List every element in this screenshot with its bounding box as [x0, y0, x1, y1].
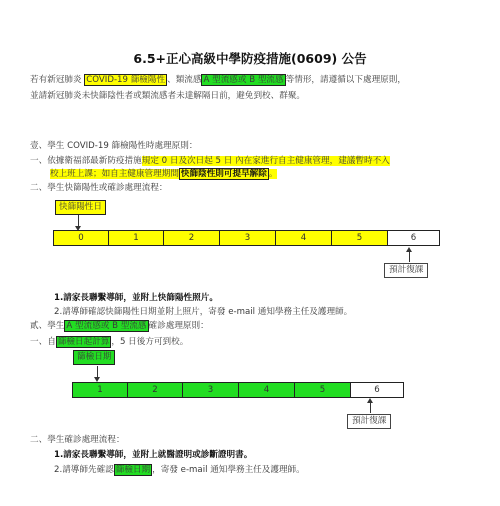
rapid-test-positive-day-tag: 快篩陽性日 — [55, 200, 106, 215]
test-day-highlight: 篩檢日起計算 — [57, 337, 110, 347]
return-to-class-note: 預計復課 — [347, 414, 391, 429]
timeline-day: 5 — [295, 383, 351, 397]
timeline-day: 2 — [164, 231, 220, 245]
intro-text: 、類流感 — [167, 75, 202, 85]
section1-item1-line2 — [50, 168, 277, 180]
section2-item1 — [30, 336, 188, 348]
intro-line-2: 並請新冠肺炎未快篩陰性者或類流感者未達解隔日前，避免到校、群聚。 — [30, 91, 306, 101]
page-title: 6.5+正心高級中學防疫措施(0609) 公告 — [133, 51, 367, 66]
timeline-day: 6 — [374, 385, 380, 395]
section1-item2: 二、學生快篩陽性或確診處理流程： — [30, 183, 168, 193]
item-text: ，5 日後方可到校。 — [111, 337, 189, 347]
heading-text: 貳、學生 — [30, 321, 65, 331]
covid-highlight: COVID-19 篩檢陽性 — [86, 75, 166, 85]
section1-step1: 1.請家長聯繫導師，並附上快篩陽性照片。 — [54, 293, 218, 303]
timeline-day: 3 — [183, 383, 239, 397]
arrow-down-icon — [78, 215, 79, 227]
test-date-highlight: 篩檢日期 — [115, 465, 151, 475]
section2-step1: 1.請家長聯繫導師，並附上就醫證明或診斷證明書。 — [54, 450, 253, 460]
test-date-tag: 篩檢日期 — [73, 350, 115, 365]
early-release-highlight: 快篩陰性則可提早解除 — [180, 169, 267, 179]
arrow-down-icon — [97, 366, 98, 378]
section2-heading — [30, 320, 209, 332]
arrow-up-icon — [370, 402, 371, 413]
intro-text: 若有新冠肺炎 — [30, 75, 85, 85]
arrow-up-icon — [409, 251, 410, 262]
section2-item2: 二、學生確診處理流程： — [30, 435, 125, 445]
timeline-day: 5 — [332, 231, 388, 245]
section1-heading: 壹、學生 COVID-19 篩檢陽性時處理原則： — [30, 141, 198, 151]
timeline-day: 1 — [73, 383, 128, 397]
timeline-day: 6 — [410, 233, 417, 243]
intro-line-1 — [30, 74, 406, 86]
timeline-day: 4 — [239, 383, 295, 397]
item-text: 一、自 — [30, 337, 56, 347]
rule-highlight: 。 — [268, 169, 278, 179]
rule-highlight: 校上班上課；如自主健康管理期間 — [50, 169, 179, 179]
section2-timeline — [72, 382, 404, 398]
section1-item1-line1 — [30, 155, 390, 167]
flu-highlight: A 型流感或 B 型流感 — [66, 321, 147, 331]
step-text: ，寄發 e-mail 通知學務主任及護理師。 — [152, 465, 305, 475]
step-text: 2.請導師先確認 — [54, 465, 114, 475]
timeline-day: 3 — [220, 231, 276, 245]
return-to-class-note: 預計復課 — [384, 263, 428, 278]
intro-text: 等情形，請遵循以下處理原則， — [285, 75, 406, 85]
timeline-day: 2 — [128, 383, 183, 397]
section1-timeline — [53, 230, 440, 246]
section1-step2: 2.請導師確認快篩陽性日期並附上照片，寄發 e-mail 通知學務主任及護理師。 — [54, 307, 353, 317]
timeline-day: 1 — [109, 231, 164, 245]
item-text: 一、依據衛福部最新防疫措施 — [30, 156, 142, 166]
section2-step2 — [54, 464, 305, 476]
timeline-day: 0 — [54, 231, 109, 245]
rule-highlight: 規定 0 日及次日起 5 日 內在家進行自主健康管理，建議暫時不入 — [141, 156, 390, 166]
timeline-day: 4 — [276, 231, 332, 245]
heading-text: 確診處理原則： — [148, 321, 209, 331]
flu-highlight: A 型流感或 B 型流感 — [203, 75, 284, 85]
